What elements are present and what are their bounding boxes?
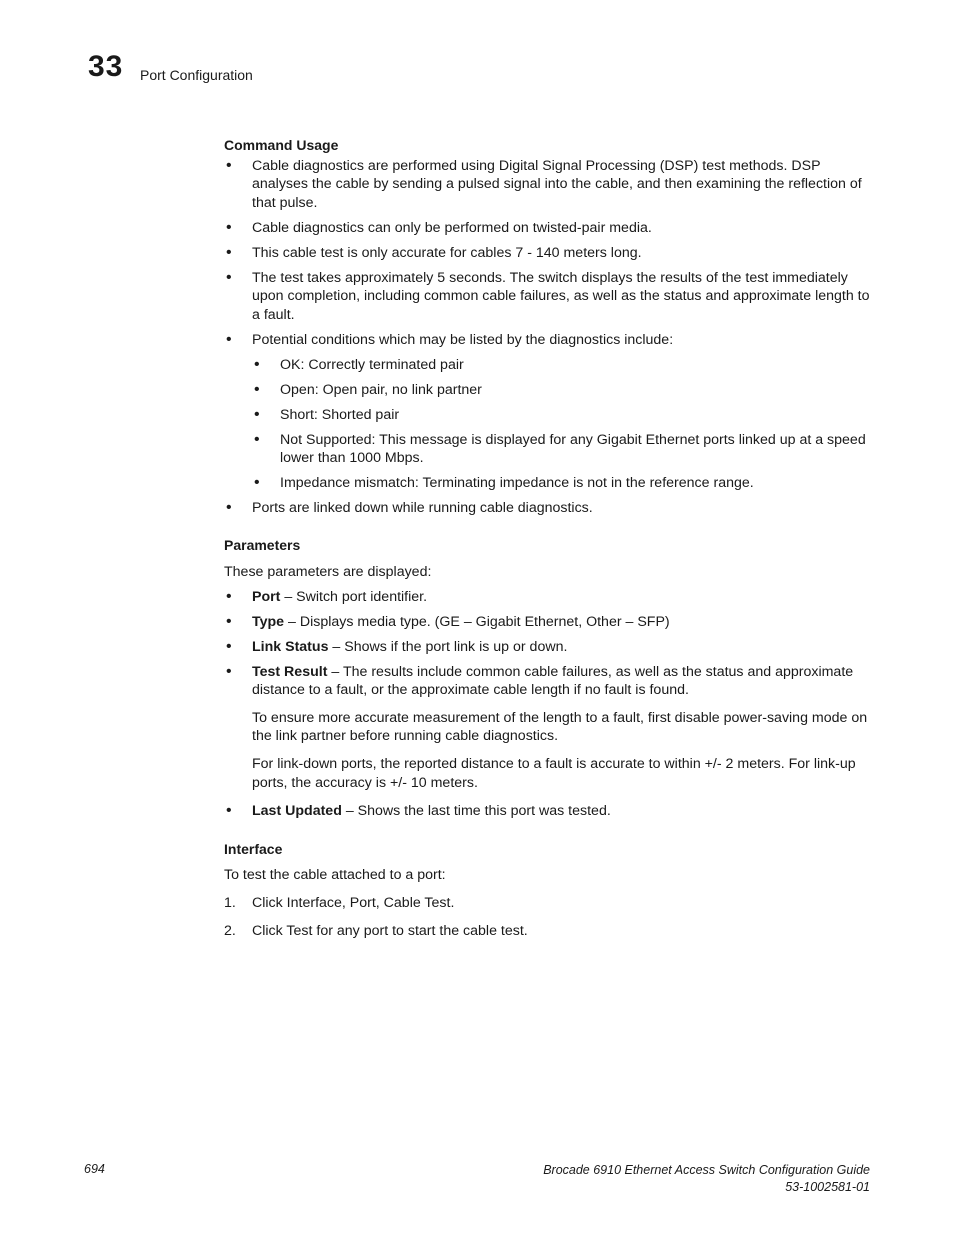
doc-number: 53-1002581-01 [785,1179,870,1194]
list-item [224,663,870,793]
list-item-text: Potential conditions which may be listed by the diagnostics include: [252,331,674,348]
command-usage-heading: Command Usage [224,137,339,153]
list-item: • Impedance mismatch: Terminating impedance is not in the reference range. [252,474,870,493]
list-item [224,802,870,821]
list-item [224,613,870,632]
list-item [224,588,870,607]
test-result-note: To ensure more accurate measurement of the length to a fault, first disable power-saving mode on the link partner before running cable diagnostics. [252,709,868,745]
list-item [224,894,870,913]
parameters-heading: Parameters [224,537,301,553]
list-item: • OK: Correctly terminated pair [252,356,870,375]
param-desc: – Displays media type. (GE – Gigabit Ethernet, Other – SFP) [284,613,670,630]
page-number: 694 [84,1162,105,1176]
page-content [224,136,870,941]
footer-doc-info [543,1162,870,1195]
param-desc: – Switch port identifier. [280,588,428,605]
step-text: Click Test for any port to start the cable test. [252,923,528,940]
chapter-number: 33 [88,50,124,83]
interface-heading: Interface [224,840,283,857]
list-item: • Ports are linked down while running cable diagnostics. [224,499,870,518]
command-usage-list [224,157,870,518]
conditions-list [252,356,870,493]
list-item: • Short: Shorted pair [252,406,870,425]
parameters-list [224,588,870,821]
test-result-note: For link-down ports, the reported distance to a fault is accurate to within +/- 2 meters. For link-up ports, the accuracy is +/- 10 meters. [252,755,856,791]
param-term: Last Updated [252,803,342,820]
step-number: 2. [224,923,236,940]
list-item: • Open: Open pair, no link partner [252,381,870,400]
step-text: Click Interface, Port, Cable Test. [252,895,455,912]
param-term: Type [252,613,285,630]
list-item: • Cable diagnostics can only be performed on twisted-pair media. [224,219,870,238]
param-desc: – Shows if the port link is up or down. [328,638,568,655]
chapter-title: Port Configuration [140,67,253,83]
list-item: • The test takes approximately 5 seconds. The switch displays the results of the test immediately upon completion, including common cable failures, as well as the status and approximate length to a fault. [224,269,870,325]
list-item: • This cable test is only accurate for cables 7 - 140 meters long. [224,244,870,263]
param-desc: – Shows the last time this port was tested. [341,803,611,820]
step-number: 1. [224,895,236,912]
param-term: Test Result [252,663,328,680]
list-item: • Cable diagnostics are performed using Digital Signal Processing (DSP) test methods. DSP analyses the cable by sending a pulsed signal into the cable, and then examining the reflection of that pulse. [224,157,870,213]
interface-intro: To test the cable attached to a port: [224,867,446,884]
list-item [224,922,870,941]
param-term: Port [252,588,281,605]
list-item [224,638,870,657]
list-item [224,331,870,493]
list-item: • Not Supported: This message is displayed for any Gigabit Ethernet ports linked up at a speed lower than 1000 Mbps. [252,431,870,468]
guide-title: Brocade 6910 Ethernet Access Switch Configuration Guide [543,1163,870,1177]
interface-steps [224,894,870,941]
param-term: Link Status [252,638,329,655]
param-desc: – The results include common cable failures, as well as the status and approximate distance to a fault, or the approximate cable length if no fault is found. [252,663,854,699]
parameters-intro: These parameters are displayed: [224,563,432,580]
